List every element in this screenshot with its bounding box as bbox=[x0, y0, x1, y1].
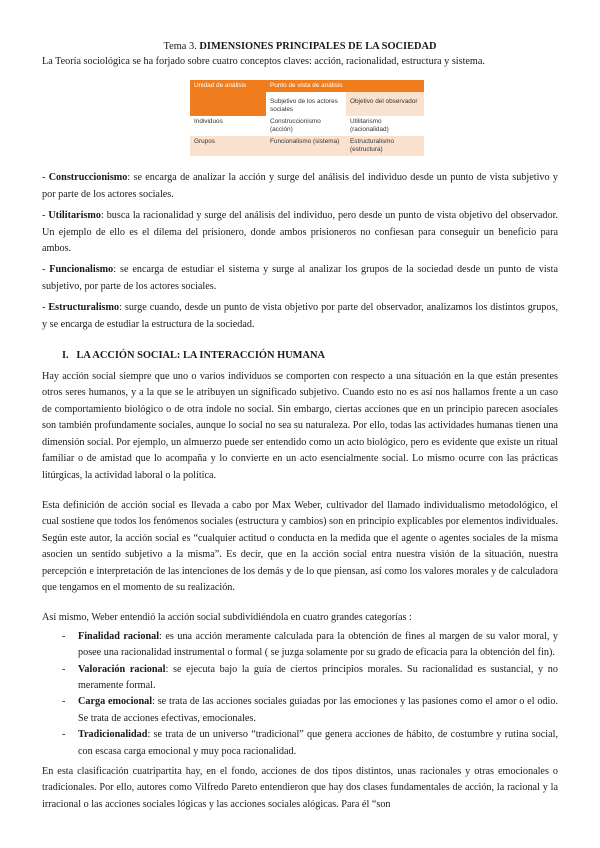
definition-funcionalismo: - Funcionalismo: se encarga de estudiar el sistema y surge al analizar los grupos de la sociedad desde un punto de vista subjetivo, por parte de los actores sociales. bbox=[42, 264, 558, 292]
list-item bbox=[78, 629, 558, 662]
definition-term: Utilitarismo bbox=[48, 210, 101, 222]
table-cell: Funcionalismo (sistema) bbox=[266, 136, 346, 156]
table-subheader-subjective: Subjetivo de los actores sociales bbox=[266, 92, 346, 116]
definition-text: : se encarga de estudiar el sistema y surge al analizar los grupos de la sociedad desde un punto de vista subjetivo, por parte de los actores sociales. bbox=[42, 264, 558, 292]
definition-term: Construccionismo bbox=[48, 172, 128, 184]
table-top-header: Punto de vista de análisis bbox=[266, 80, 424, 92]
table-row-unit: Individuos bbox=[190, 116, 266, 136]
category-term: Valoración racional bbox=[78, 663, 166, 675]
definition-text: : se encarga de analizar la acción y surge del análisis del individuo desde un punto de vista subjetivo y por parte de los actores sociales. bbox=[42, 172, 558, 200]
page-title bbox=[42, 40, 558, 54]
definition-construccionismo: - Construccionismo: se encarga de analizar la acción y surge del análisis del individuo desde un punto de vista subjetivo y por parte de los actores sociales. bbox=[42, 172, 558, 200]
category-term: Finalidad racional bbox=[78, 630, 160, 642]
category-text: : es una acción meramente calculada para la obtención de fines al margen de su valor moral, y posee una racionalidad instrumental o formal ( se juzga solamente por su grado de eficacia para la obtención del fin). bbox=[78, 630, 558, 659]
category-term: Tradicionalidad bbox=[78, 729, 148, 741]
body-paragraph-1: Hay acción social siempre que uno o varios individuos se comporten con respecto a una situación en la que están presentes otros seres humanos, y a la que se le atribuyen un significado subjetivo. Cuando esto no es así nos hallamos frente a un caso de comportamiento biológico o de otra índole no social. Sin embargo, ciertas acciones que en un principio parecen asociales son también profundamente sociales, aunque lo social no sea su naturaleza. Por ello, todas las actividades humanas tienen una dimensión social. Por ejemplo, un almuerzo puede ser entendido como un acto biológico, pero es evidente que existe un ritual familiar o de amistad que lo acompaña y lo convierte en un acto esencialmente social. Lo mismo ocurre con las prácticas litúrgicas, la actividad laboral o la política. bbox=[42, 371, 558, 481]
concepts-table bbox=[190, 80, 424, 156]
table-cell: Estructuralismo (estructura) bbox=[346, 136, 424, 156]
table-cell: Construccionismo (acción) bbox=[266, 116, 346, 136]
list-item bbox=[78, 662, 558, 695]
body-paragraph-3: Así mismo, Weber entendió la acción social subdividiéndola en cuatro grandes categorías : bbox=[42, 612, 412, 624]
list-item bbox=[78, 727, 558, 760]
title-prefix: Tema 3. bbox=[163, 41, 197, 52]
definition-estructuralismo: - Estructuralismo: surge cuando, desde un punto de vista objetivo por parte del observador, analizamos los distintos grupos, y se encarga de estudiar la estructura de la sociedad. bbox=[42, 302, 558, 330]
category-text: : se ejecuta bajo la guía de ciertos principios morales. Su racionalidad es sustancial, y no meramente formal. bbox=[78, 663, 558, 691]
category-text: : se trata de un universo “tradicional” que genera acciones de hábito, de costumbre y rutina social, con escasa carga emocional y muy poca racionalidad. bbox=[78, 729, 558, 757]
definition-text: : busca la racionalidad y surge del análisis del individuo, pero desde un punto de vista objetivo del observador. Un ejemplo de ello es el dilema del prisionero, donde ambos prisioneros no confiesan para conseguir un beneficio para ambos. bbox=[42, 210, 558, 255]
definition-term: Estructuralismo bbox=[48, 302, 120, 314]
table-subheader-objective: Objetivo del observador bbox=[346, 92, 424, 116]
body-paragraph-2: Esta definición de acción social es llevada a cabo por Max Weber, cultivador del llamado individualismo metodológico, el cual sostiene que todos los fenómenos sociales (estructura y cambios) son en principio explicables por elementos individuales. Según este autor, la acción social es “cualquier actitud o conducta en la medida que el agente o agentes sociales de la misma asocien un sentido subjetivo a la misma”. Es decir, que en la acción social entra nuestra visión de la situación, nuestra percepción e interpretación de las intenciones de los demás y de lo que piensan, así como los valores morales y de calculadora que tengamos en el momento de su realización. bbox=[42, 499, 558, 593]
category-term: Carga emocional bbox=[78, 696, 153, 708]
table-cell: Utilitarismo (racionalidad) bbox=[346, 116, 424, 136]
definition-text: : surge cuando, desde un punto de vista objetivo por parte del observador, analizamos los distintos grupos, y se encarga de estudiar la estructura de la sociedad. bbox=[42, 302, 558, 330]
title-text: DIMENSIONES PRINCIPALES DE LA SOCIEDAD bbox=[199, 41, 437, 52]
section-heading bbox=[62, 349, 558, 363]
intro-paragraph: La Teoría sociológica se ha forjado sobre cuatro conceptos claves: acción, racionalidad, estructura y sistema. bbox=[42, 56, 485, 67]
definition-utilitarismo: - Utilitarismo: busca la racionalidad y surge del análisis del individuo, pero desde un punto de vista objetivo del observador. Un ejemplo de ello es el dilema del prisionero, donde ambos prisioneros no confiesan para conseguir un beneficio para ambos. bbox=[42, 210, 558, 255]
category-text: : se trata de las acciones sociales guiadas por las emociones y las pasiones como el amor o el odio. Se trata de acciones efectivas, emocionales. bbox=[78, 696, 558, 724]
categories-list bbox=[42, 629, 558, 760]
table-row-unit: Grupos bbox=[190, 136, 266, 156]
section-number: I. bbox=[62, 350, 69, 362]
definition-term: Funcionalismo bbox=[49, 264, 114, 276]
section-title: LA ACCIÓN SOCIAL: LA INTERACCIÓN HUMANA bbox=[76, 350, 325, 362]
body-paragraph-4: En esta clasificación cuatripartita hay, en el fondo, acciones de dos tipos distintos, unas racionales y otras emocionales o tradicionales. Por ello, autores como Vilfredo Pareto entendieron que hay dos clases fundamentales de acción, la racional y la irracional o las acciones sociales lógicas y las acciones sociales alógicas. Para él “son bbox=[42, 766, 558, 810]
table-corner-header: Unidad de análisis bbox=[190, 80, 266, 116]
document-page bbox=[42, 40, 558, 813]
list-item bbox=[78, 694, 558, 727]
